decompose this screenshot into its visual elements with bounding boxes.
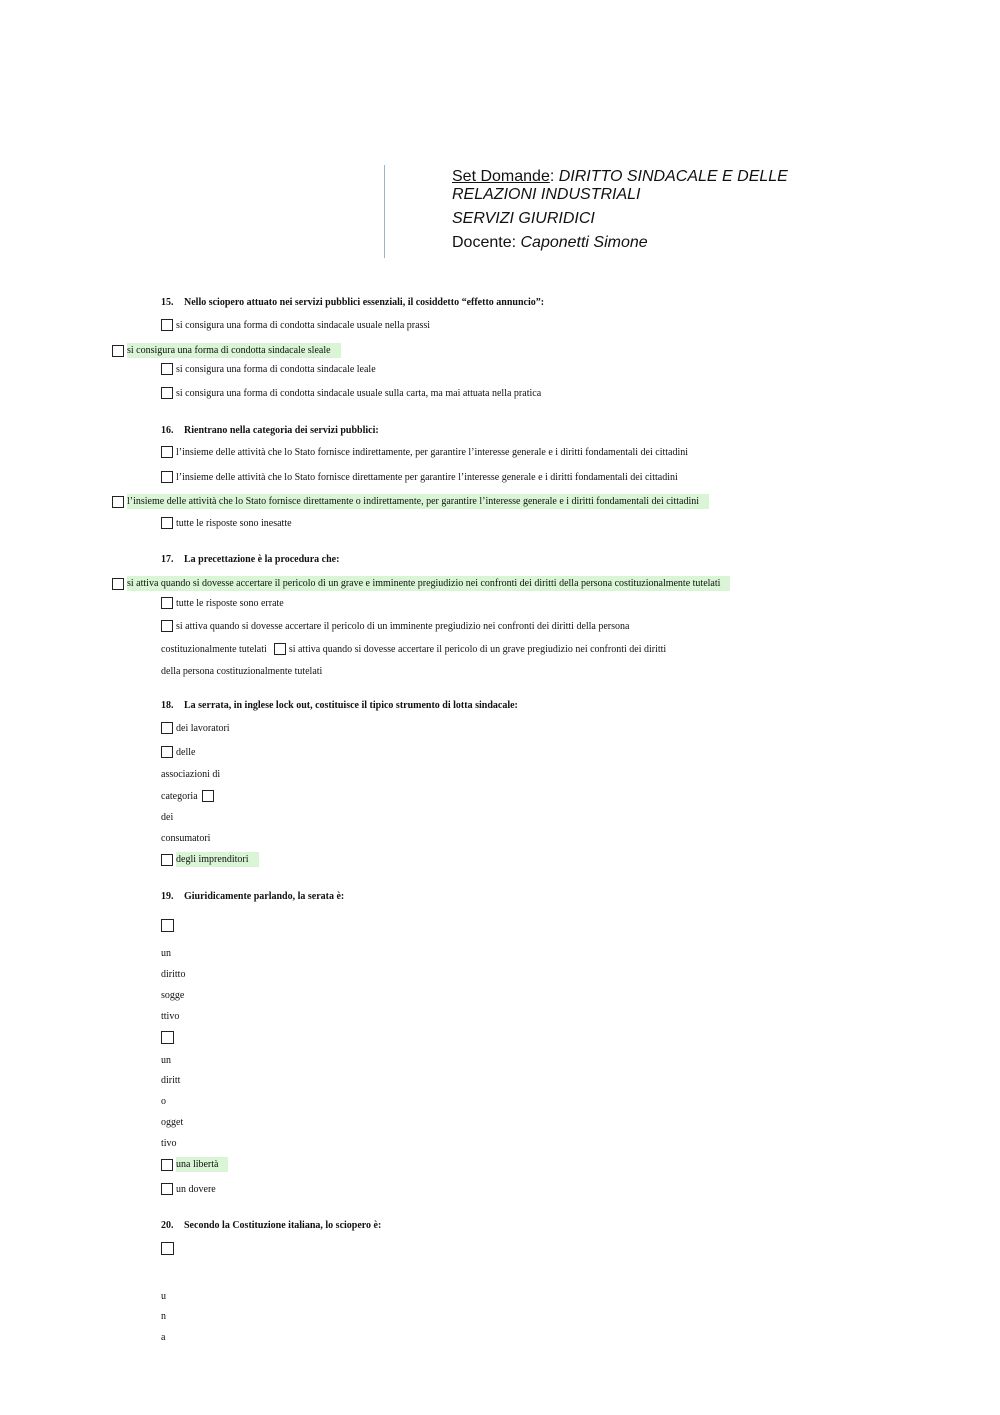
q20-option-1-line: u: [161, 1291, 166, 1302]
option-text: si attiva quando si dovesse accertare il pericolo di un grave pregiudizio nei confronti dei diritti: [288, 643, 667, 655]
q17-option-1[interactable]: [112, 576, 730, 591]
docente-line: [452, 233, 648, 252]
q18-option-2[interactable]: [161, 746, 195, 758]
q20-option-1-line: n: [161, 1311, 166, 1322]
q18-option-3-line1: dei: [161, 812, 174, 823]
option-text-correct: l’insieme delle attività che lo Stato fornisce direttamente o indirettamente, per garantire l’interesse generale e i diritti fondamentali dei cittadini: [127, 494, 709, 509]
checkbox[interactable]: [161, 387, 173, 399]
question-number: 15.: [161, 297, 174, 308]
checkbox[interactable]: [161, 722, 173, 734]
checkbox[interactable]: [161, 620, 173, 632]
option-text: tutte le risposte sono inesatte: [176, 517, 292, 529]
q19-option-2-checkbox[interactable]: [161, 1031, 174, 1044]
option-text-correct: una libertà: [176, 1157, 228, 1172]
q18-option-2-line2: associazioni di: [161, 769, 221, 780]
question-number: 17.: [161, 554, 174, 565]
q19-option-2-line: ogget: [161, 1117, 184, 1128]
q15-option-3[interactable]: [161, 363, 376, 375]
question-15: [161, 297, 544, 308]
q16-option-2[interactable]: [161, 471, 678, 483]
course-subtitle: SERVIZI GIURIDICI: [452, 210, 595, 227]
option-text-correct: degli imprenditori: [176, 852, 259, 867]
q19-option-3[interactable]: [161, 1157, 228, 1172]
course-title-1: DIRITTO SINDACALE E DELLE: [558, 168, 788, 185]
option-text: un dovere: [176, 1183, 216, 1195]
question-17: [161, 554, 339, 565]
q19-option-1-line: ttivo: [161, 1011, 180, 1022]
q19-option-1-line: un: [161, 948, 171, 959]
docente-label: Docente:: [452, 234, 521, 251]
set-label: Set Domande: [452, 168, 550, 185]
q19-option-1-line: diritto: [161, 969, 186, 980]
option-text: categoria: [161, 790, 198, 802]
checkbox[interactable]: [161, 471, 173, 483]
q17-option-4-continued: della persona costituzionalmente tutelati: [161, 666, 323, 677]
checkbox[interactable]: [202, 790, 214, 802]
q19-option-2-line: diritt: [161, 1075, 181, 1086]
q17-option-3[interactable]: [161, 620, 629, 632]
header-divider: [384, 165, 385, 258]
option-text: dei lavoratori: [176, 722, 230, 734]
option-text: si consigura una forma di condotta sindacale usuale nella prassi: [176, 319, 431, 331]
option-text: si consigura una forma di condotta sindacale leale: [176, 363, 376, 375]
option-text: si attiva quando si dovesse accertare il pericolo di un imminente pregiudizio nei confronti dei diritti della persona: [176, 620, 630, 632]
q19-option-2-line: o: [161, 1096, 166, 1107]
checkbox[interactable]: [161, 597, 173, 609]
option-text-correct: si consigura una forma di condotta sindacale sleale: [127, 343, 341, 358]
question-18: [161, 700, 518, 711]
question-number: 18.: [161, 700, 174, 711]
checkbox[interactable]: [161, 854, 173, 866]
q20-option-1-checkbox[interactable]: [161, 1242, 174, 1255]
q19-option-1-checkbox[interactable]: [161, 919, 174, 932]
header-title-line1: [452, 167, 788, 186]
checkbox[interactable]: [274, 643, 286, 655]
option-text: tutte le risposte sono errate: [176, 597, 284, 609]
checkbox[interactable]: [112, 496, 124, 508]
question-text: Secondo la Costituzione italiana, lo sciopero è:: [184, 1220, 382, 1231]
q20-option-1-line: a: [161, 1332, 166, 1343]
checkbox[interactable]: [161, 517, 173, 529]
option-text: l’insieme delle attività che lo Stato fornisce direttamente per garantire l’interesse generale e i diritti fondamentali dei cittadini: [176, 471, 678, 483]
q19-option-2-line: un: [161, 1055, 171, 1066]
option-text-correct: si attiva quando si dovesse accertare il pericolo di un grave e imminente pregiudizio nei confronti dei diritti della persona costituzionalmente tutelati: [127, 576, 730, 591]
course-title-2: RELAZIONI INDUSTRIALI: [452, 186, 641, 203]
checkbox[interactable]: [112, 345, 124, 357]
q18-option-3-line2: consumatori: [161, 833, 211, 844]
checkbox[interactable]: [161, 446, 173, 458]
checkbox[interactable]: [161, 746, 173, 758]
q18-option-2-line3: [161, 790, 217, 802]
docente-name: Caponetti Simone: [520, 234, 648, 251]
q19-option-4[interactable]: [161, 1183, 216, 1195]
checkbox[interactable]: [112, 578, 124, 590]
question-number: 16.: [161, 425, 174, 436]
question-number: 20.: [161, 1220, 174, 1231]
question-text: La serrata, in inglese lock out, costituisce il tipico strumento di lotta sindacale:: [184, 700, 518, 711]
question-text: Rientrano nella categoria dei servizi pubblici:: [184, 425, 379, 436]
question-20: [161, 1220, 381, 1231]
question-text: Nello sciopero attuato nei servizi pubblici essenziali, il cosiddetto “effetto annuncio”:: [184, 297, 545, 308]
q18-option-1[interactable]: [161, 722, 230, 734]
option-text: costituzionalmente tutelati: [161, 643, 267, 655]
question-number: 19.: [161, 891, 174, 902]
q19-option-2-line: tivo: [161, 1138, 177, 1149]
q18-option-4[interactable]: [161, 852, 259, 867]
question-16: [161, 425, 379, 436]
q15-option-4[interactable]: [161, 387, 541, 399]
q17-option-2[interactable]: [161, 597, 284, 609]
option-text: delle: [176, 746, 196, 758]
checkbox[interactable]: [161, 1183, 173, 1195]
checkbox[interactable]: [161, 363, 173, 375]
set-separator: :: [549, 168, 559, 185]
q19-option-1-line: sogge: [161, 990, 185, 1001]
q17-option-3-continued: [161, 643, 666, 655]
question-text: La precettazione è la procedura che:: [184, 554, 340, 565]
q16-option-1[interactable]: [161, 446, 688, 458]
checkbox[interactable]: [161, 1159, 173, 1171]
q16-option-4[interactable]: [161, 517, 292, 529]
question-19: [161, 891, 344, 902]
option-text: si consigura una forma di condotta sindacale usuale sulla carta, ma mai attuata nella pratica: [176, 387, 542, 399]
q15-option-1[interactable]: [161, 319, 430, 331]
checkbox[interactable]: [161, 319, 173, 331]
q15-option-2[interactable]: [112, 343, 341, 358]
question-text: Giuridicamente parlando, la serata è:: [184, 891, 345, 902]
option-text: l’insieme delle attività che lo Stato fornisce indirettamente, per garantire l’interesse generale e i diritti fondamentali dei cittadini: [176, 446, 689, 458]
q16-option-3[interactable]: [112, 494, 709, 509]
